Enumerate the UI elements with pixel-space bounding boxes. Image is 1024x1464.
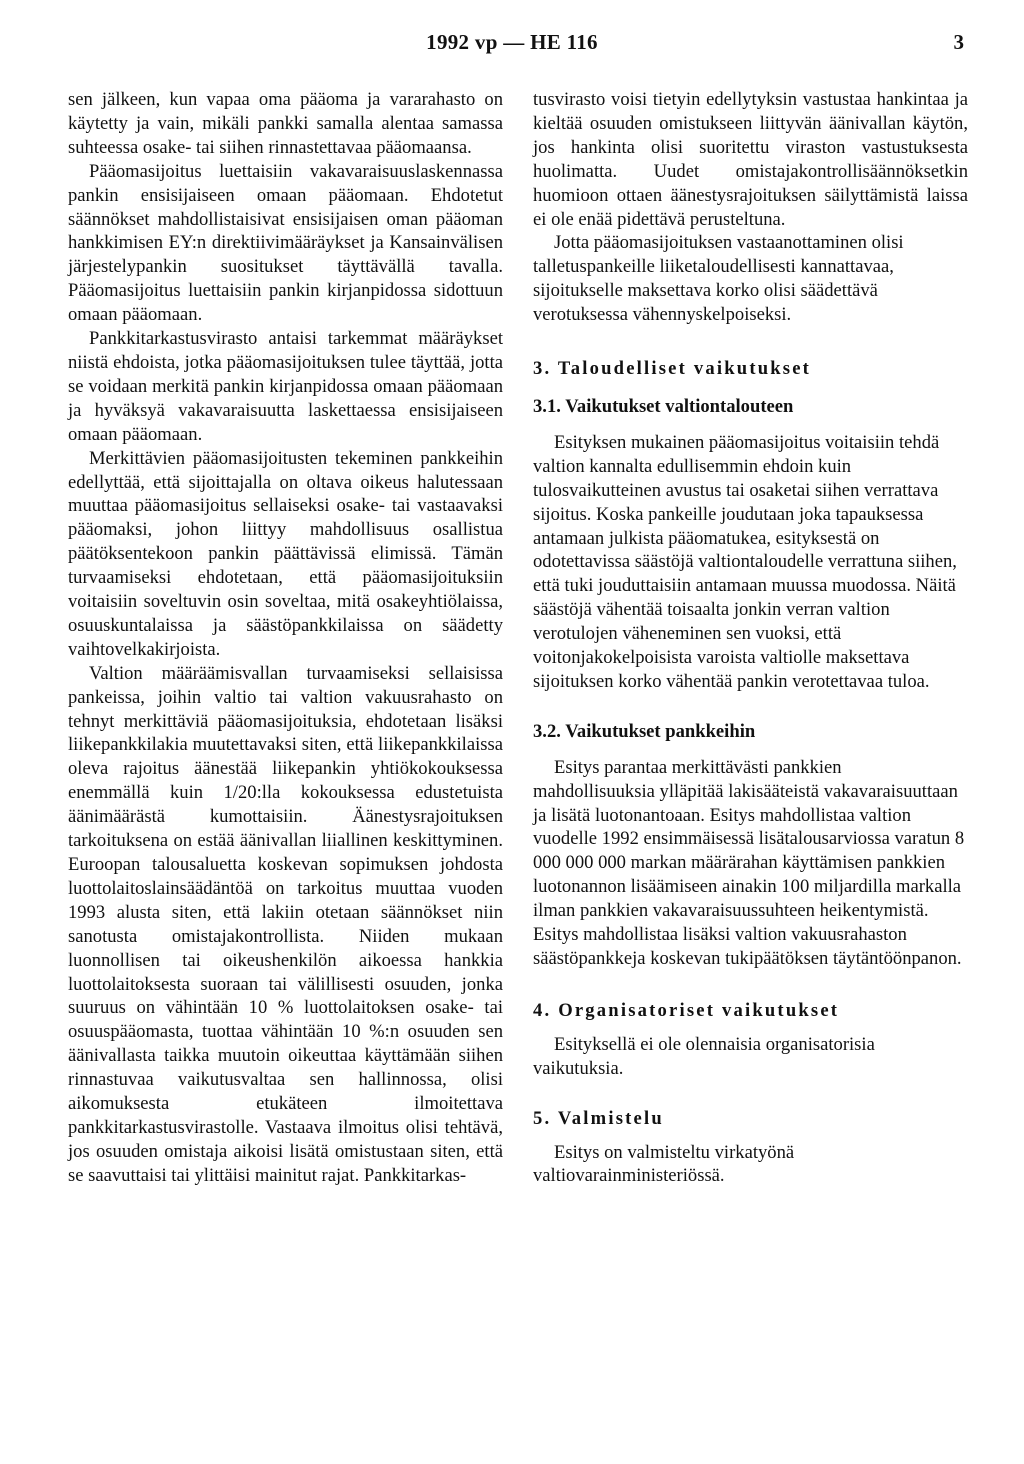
paragraph: tusvirasto voisi tietyin edellytyksin vastustaa hankintaa ja kieltää osuuden omistukseen liittyvän äänivallan käytön, jos hankinta olisi suoritettu viraston vastustuksesta huolimatta. Uudet omistajakontrollisäännöksetkin huomioon ottaen äänestysrajoituksen säilyttämistä laissa ei ole enää pidettävä perusteltuna. — [533, 89, 968, 230]
left-column — [68, 88, 503, 1188]
paragraph: Esitys parantaa merkittävästi pankkien mahdollisuuksia ylläpitää lakisääteistä vakavaraisuuttaan ja lisätä luotonantoaan. Esitys mahdollistaa valtion vuodelle 1992 ensimmäisessä lisätalousarviossa varatun 8 000 000 000 markan määrärahan käyttämisen pankkien luotonannon lisäämiseen ainakin 100 miljardilla markalla ilman pankkien vakavaraisuussuhteen heikentymistä. Esitys mahdollistaa lisäksi valtion vakuusrahaston säästöpankkeja koskevan tukipäätöksen täytäntöönpanon. — [533, 756, 965, 969]
paragraph: Merkittävien pääomasijoitusten tekeminen pankkeihin edellyttää, että sijoittajalla on oltava oikeus halutessaan muuttaa pääomasijoitus sellaiseksi osake- tai vastaavaksi pääomaksi, johon liittyy mahdollisuus osallistua päätöksentekoon pankin päättävissä elimissä. Tämän turvaamiseksi ehdotetaan, että pääomasijoituksiin voitaisiin soveltuvin osin soveltaa, mitä osakeyhtiölaissa, osuuskuntalaissa ja säästöpankkilaissa on säädetty vaihtovelkakirjoista. — [68, 447, 503, 660]
section-heading-3: 3. Taloudelliset vaikutukset — [533, 358, 812, 380]
subsection-heading-3-1: 3.1. Vaikutukset valtiontalouteen — [533, 395, 794, 417]
paragraph: Jotta pääomasijoituksen vastaanottaminen olisi talletuspankeille liiketaloudellisesti kannattavaa, sijoitukselle maksettava korko olisi säädettävä verotuksessa vähennyskelpoiseksi. — [533, 232, 904, 326]
paragraph: Esitys on valmisteltu virkatyönä valtiovarainministeriössä. — [533, 1141, 795, 1187]
subsection-heading-3-2: 3.2. Vaikutukset pankkeihin — [533, 720, 756, 742]
page-header — [0, 30, 1024, 60]
document-title: 1992 vp — HE 116 — [426, 30, 598, 54]
right-column — [533, 88, 968, 1188]
paragraph: Pankkitarkastusvirasto antaisi tarkemmat määräykset niistä ehdoista, jotka pääomasijoituksen tulee täyttää, jotta se voidaan merkitä pankin kirjanpidossa omaan pääomaan ja hyväksyä vakavaraisuutta laskettaessa ensisijaiseen omaan pääomaan. — [68, 328, 503, 445]
paragraph: Pääomasijoitus luettaisiin vakavaraisuuslaskennassa pankin ensisijaiseen omaan pääomaan. Ehdotetut säännökset mahdollistaisivat ensisijaisen oman pääoman hankkimisen EY:n direktiivimääräykset ja Kansainvälisen järjestelypankin suositukset täyttävällä tavalla. Pääomasijoitus luettaisiin pankin kirjanpidossa sidottuun omaan pääomaan. — [68, 160, 503, 326]
section-heading-5: 5. Valmistelu — [533, 1107, 664, 1129]
section-heading-4: 4. Organisatoriset vaikutukset — [533, 999, 840, 1021]
paragraph: sen jälkeen, kun vapaa oma pääoma ja vararahasto on käytetty ja vain, mikäli pankki samalla alentaa samassa suhteessa osake- tai siihen rinnastettavaa pääomaansa. — [68, 89, 503, 158]
page-number: 3 — [953, 30, 964, 54]
paragraph: Esityksen mukainen pääomasijoitus voitaisiin tehdä valtion kannalta edullisemmin ehdoin kuin tulosvaikutteinen avustus tai osaketai siihen verrattava sijoitus. Koska pankeille joudutaan joka tapauksessa antamaan julkista pääomatukea, esityksestä on odotettavissa säästöjä valtiontaloudelle verrattuna siihen, että tuki jouduttaisiin antamaan muussa muodossa. Näitä säästöjä vähentää toisaalta jonkin verran valtion verotulojen väheneminen sen vuoksi, että voitonjakokelpoisista varoista valtiolle maksettava sijoituksen korko vähentää pankin verotettavaa tuloa. — [533, 431, 957, 692]
paragraph: Esityksellä ei ole olennaisia organisatorisia vaikutuksia. — [533, 1033, 875, 1079]
paragraph: Valtion määräämisvallan turvaamiseksi sellaisissa pankeissa, joihin valtio tai valtion vakuusrahasto on tehnyt merkittäviä pääomasijoituksia, ehdotetaan lisäksi liikepankkilakia muutettavaksi siten, että liikepankkilaissa oleva rajoitus äänestää liikepankin yhtiökokouksessa enemmällä kuin 1/20:lla kokouksessa edustetuista äänimäärästä kumottaisiin. Äänestysrajoituksen tarkoituksena on estää äänivallan liiallinen keskittyminen. Euroopan talousaluetta koskevan sopimuksen johdosta luottolaitoslainsäädäntöä on tarkoitus muuttaa vuoden 1993 alusta siten, että lakiin otetaan säännökset niin sanotusta omistajakontrollista. Niiden mukaan luonnollisen tai oikeushenkilön aikoessa hankkia luottolaitoksesta suoraan tai välillisesti osuuden, jonka suuruus on vähintään 10 % luottolaitoksen osake- tai osuuspääomasta, tuottaa vähintään 10 %:n osuuden sen äänivallasta taikka muutoin oikeuttaa käyttämään siihen rinnastuvaa vaikutusvaltaa sen hallinnossa, olisi aikomuksesta etukäteen ilmoitettava pankkitarkastusvirastolle. Vastaava ilmoitus olisi tehtävä, jos osuuden omistaja aikoisi lisätä omistustaan siten, että se saavuttaisi tai ylittäisi mainitut rajat. Pankkitarkas- — [68, 662, 503, 1186]
